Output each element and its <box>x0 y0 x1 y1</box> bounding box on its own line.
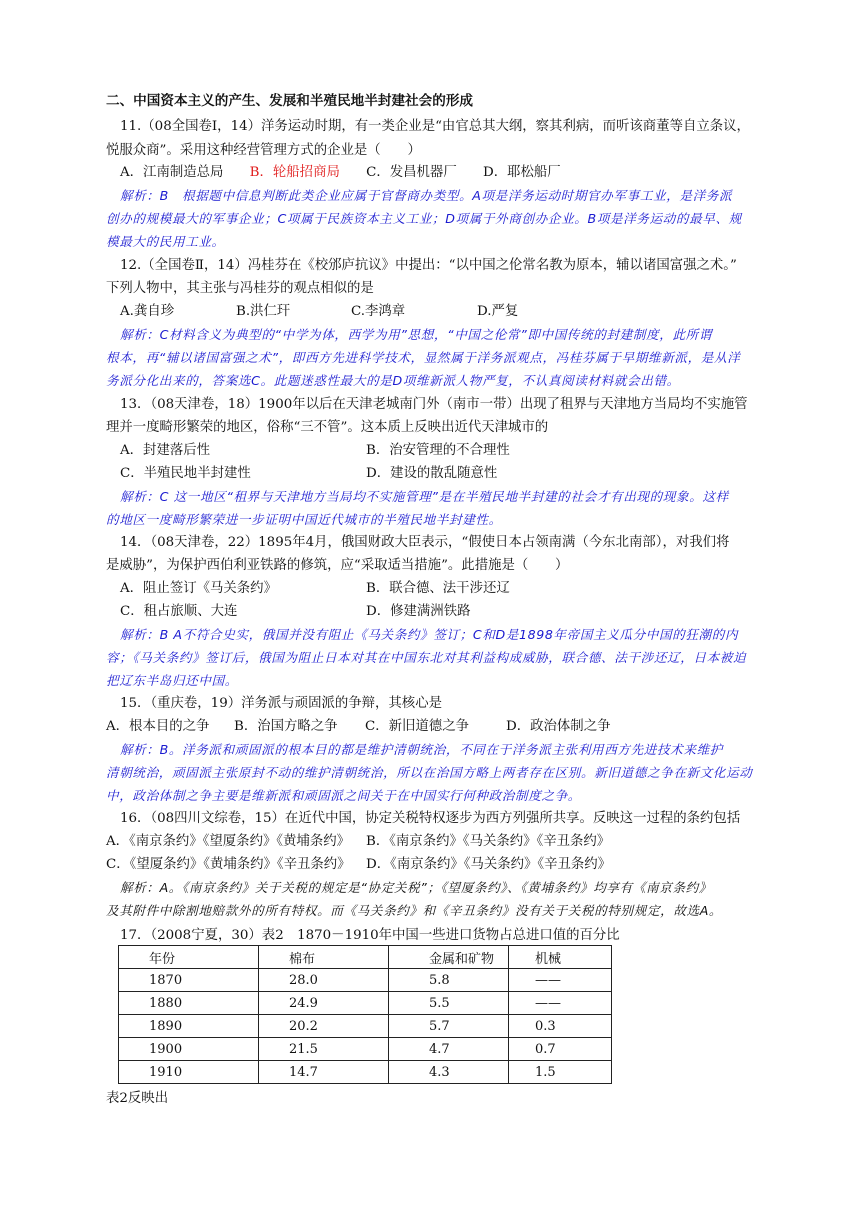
table-cell: —— <box>509 992 612 1015</box>
question-11-explanation-line-1: 解析：B 根据题中信息判断此类企业应属于官督商办类型。A项是洋务运动时期官办军事工业，是洋务派 <box>120 188 733 203</box>
option-c: C．半殖民地半封建性 <box>120 466 251 481</box>
option-b: B．治安管理的不合理性 <box>366 443 510 458</box>
option-a: A．封建落后性 <box>120 443 211 458</box>
table-cell: 5.8 <box>389 969 509 992</box>
question-12-options <box>120 304 518 320</box>
section-heading: 二、中国资本主义的产生、发展和半殖民地半封建社会的形成 <box>106 93 474 109</box>
table-header-row <box>119 946 612 969</box>
option-d: D．耶松船厂 <box>482 165 561 180</box>
table-cell: 0.7 <box>509 1038 612 1061</box>
table-cell: 21.5 <box>259 1038 389 1061</box>
table-cell: 4.7 <box>389 1038 509 1061</box>
table-cell: 20.2 <box>259 1015 389 1038</box>
question-12-line-2: 下列人物中，其主张与冯桂芬的观点相似的是 <box>106 281 374 296</box>
question-13-explanation-line-2: 的地区一度畸形繁荣进一步证明中国近代城市的半殖民地半封建性。 <box>106 512 502 527</box>
option-c: C．新旧道德之争 <box>365 719 469 734</box>
option-a: A.龚自珍 <box>120 304 175 319</box>
question-16-line-1: 16．（08四川文综卷，15）在近代中国，协定关税特权逐步为西方列强所共享。反映这一过程的条约包括 <box>120 811 741 826</box>
option-b: B．联合德、法干涉还辽 <box>366 581 510 596</box>
question-17-caption: 17．（2008宁夏，30）表2 1870－1910年中国一些进口货物占总进口值的百分比 <box>120 928 620 943</box>
question-15-explanation-line-2: 清朝统治，顽固派主张原封不动的维护清朝统治，所以在治国方略上两者存在区别。新旧道德之争在新文化运动 <box>106 765 753 780</box>
question-14-explanation-line-1: 解析：B A不符合史实，俄国并没有阻止《马关条约》签订；C和D是1898年帝国主义瓜分中国的狂潮的内 <box>120 627 739 642</box>
option-b: B.洪仁玕 <box>236 304 291 319</box>
table-row <box>119 969 612 992</box>
table-header-cell: 机械 <box>509 946 612 969</box>
table-row <box>119 1038 612 1061</box>
option-c: C.李鸿章 <box>351 304 406 319</box>
question-12-explanation-line-3: 务派分化出来的，答案选C。此题迷惑性最大的是D项维新派人物严复，不认真阅读材料就会出错。 <box>106 373 680 388</box>
question-15-explanation-line-3: 中，政治体制之争主要是维新派和顽固派之间关于在中国实行何种政治制度之争。 <box>106 788 581 803</box>
question-14-explanation-line-3: 把辽东半岛归还中国。 <box>106 673 238 688</box>
option-b-highlighted: B．轮船招商局 <box>249 165 340 180</box>
question-13-line-2: 理并一度畸形繁荣的地区，俗称“三不管”。这本质上反映出近代天津城市的 <box>106 420 549 435</box>
option-c: C．租占旅顺、大连 <box>120 604 238 619</box>
question-13-line-1: 13．（08天津卷，18）1900年以后在天津老城南门外（南市一带）出现了租界与天津地方当局均不实施管 <box>120 397 748 412</box>
table-cell: 5.7 <box>389 1015 509 1038</box>
option-d: D．建设的散乱随意性 <box>366 466 498 481</box>
table-cell: 0.3 <box>509 1015 612 1038</box>
question-11-line-1: 11.（08全国卷Ⅰ，14）洋务运动时期，有一类企业是“由官总其大纲，察其利病，而听该商董等自立条议， <box>120 119 750 134</box>
table-header-cell: 棉布 <box>259 946 389 969</box>
table-row <box>119 1061 612 1084</box>
table-cell: 1870 <box>119 969 259 992</box>
table-row <box>119 1015 612 1038</box>
option-c: C．发昌机器厂 <box>366 165 457 180</box>
question-11-options <box>120 165 561 181</box>
table-cell: 1910 <box>119 1061 259 1084</box>
table-cell: 14.7 <box>259 1061 389 1084</box>
option-a: A．阻止签订《马关条约》 <box>120 581 277 596</box>
table-cell: 1900 <box>119 1038 259 1061</box>
table-row <box>119 992 612 1015</box>
question-14-line-1: 14．（08天津卷，22）1895年4月，俄国财政大臣表示，“假使日本占领南满（今东北南部），对我们将 <box>120 535 730 550</box>
option-d: D．政治体制之争 <box>506 719 611 734</box>
question-11-line-2: 悦服众商”。采用这种经营管理方式的企业是（ ） <box>106 143 421 158</box>
question-16-options-row-1 <box>106 834 610 850</box>
option-d: D．《南京条约》《马关条约》《辛丑条约》 <box>366 857 612 872</box>
question-15-options <box>106 719 610 735</box>
question-16-explanation-line-1: 解析：A。《南京条约》关于关税的规定是“协定关税”；《望厦条约》、《黄埔条约》均享有《南京条约》 <box>120 880 712 895</box>
question-15-explanation-line-1: 解析：B。洋务派和顽固派的根本目的都是维护清朝统治，不同在于洋务派主张利用西方先进技术来维护 <box>120 742 723 757</box>
table-cell: 1.5 <box>509 1061 612 1084</box>
question-15-line-1: 15．（重庆卷，19）洋务派与顽固派的争辩，其核心是 <box>120 696 442 711</box>
table-cell: 28.0 <box>259 969 389 992</box>
option-a: A．根本目的之争 <box>106 719 210 734</box>
table-cell: 24.9 <box>259 992 389 1015</box>
question-14-options-row-2 <box>120 604 470 620</box>
table-cell: 4.3 <box>389 1061 509 1084</box>
question-16-options-row-2 <box>106 857 611 873</box>
question-17-followup: 表2反映出 <box>106 1091 169 1106</box>
table-header-cell: 年份 <box>119 946 259 969</box>
question-14-explanation-line-2: 容；《马关条约》签订后，俄国为阻止日本对其在中国东北对其利益构成威胁，联合德、法干涉还辽，日本被迫 <box>106 650 747 665</box>
question-11-explanation-line-2: 创办的规模最大的军事企业；C项属于民族资本主义工业；D项属于外商创办企业。B项是洋务运动的最早、规 <box>106 211 742 226</box>
question-11-explanation-line-3: 模最大的民用工业。 <box>106 234 225 249</box>
import-percentage-table <box>118 945 612 1084</box>
option-c: C．《望厦条约》《黄埔条约》《辛丑条约》 <box>106 857 351 872</box>
question-12-explanation-line-1: 解析：C材料含义为典型的“中学为体，西学为用”思想，“中国之伦常”即中国传统的封建制度，此所谓 <box>120 327 713 342</box>
question-16-explanation-line-2: 及其附件中除割地赔款外的所有特权。而《马关条约》和《辛丑条约》没有关于关税的特别规定，故选A。 <box>106 903 723 918</box>
table-cell: 1880 <box>119 992 259 1015</box>
option-a: A．江南制造总局 <box>120 165 224 180</box>
question-13-explanation-line-1: 解析：C 这一地区“租界与天津地方当局均不实施管理”是在半殖民地半封建的社会才有出现的现象。这样 <box>120 489 729 504</box>
table-cell: 1890 <box>119 1015 259 1038</box>
question-12-explanation-line-2: 根本，再“辅以诸国富强之术”，即西方先进科学技术，显然属于洋务派观点，冯桂芬属于早期维新派，是从洋 <box>106 350 741 365</box>
question-13-options-row-2 <box>120 466 497 482</box>
table-header-cell: 金属和矿物 <box>389 946 509 969</box>
question-14-options-row-1 <box>120 581 510 597</box>
option-d: D．修建满洲铁路 <box>366 604 471 619</box>
table-cell: —— <box>509 969 612 992</box>
option-a: A．《南京条约》《望厦条约》《黄埔条约》 <box>106 834 350 849</box>
question-13-options-row-1 <box>120 443 510 459</box>
table-cell: 5.5 <box>389 992 509 1015</box>
option-d: D.严复 <box>477 304 519 319</box>
option-b: B．治国方略之争 <box>234 719 338 734</box>
option-b: B．《南京条约》《马关条约》《辛丑条约》 <box>366 834 611 849</box>
question-12-line-1: 12.（全国卷Ⅱ，14）冯桂芬在《校邠庐抗议》中提出：“以中国之伦常名教为原本，辅以诸国富强之术。” <box>120 258 737 273</box>
question-14-line-2: 是威胁”，为保护西伯利亚铁路的修筑，应“采取适当措施”。此措施是（ ） <box>106 558 569 573</box>
